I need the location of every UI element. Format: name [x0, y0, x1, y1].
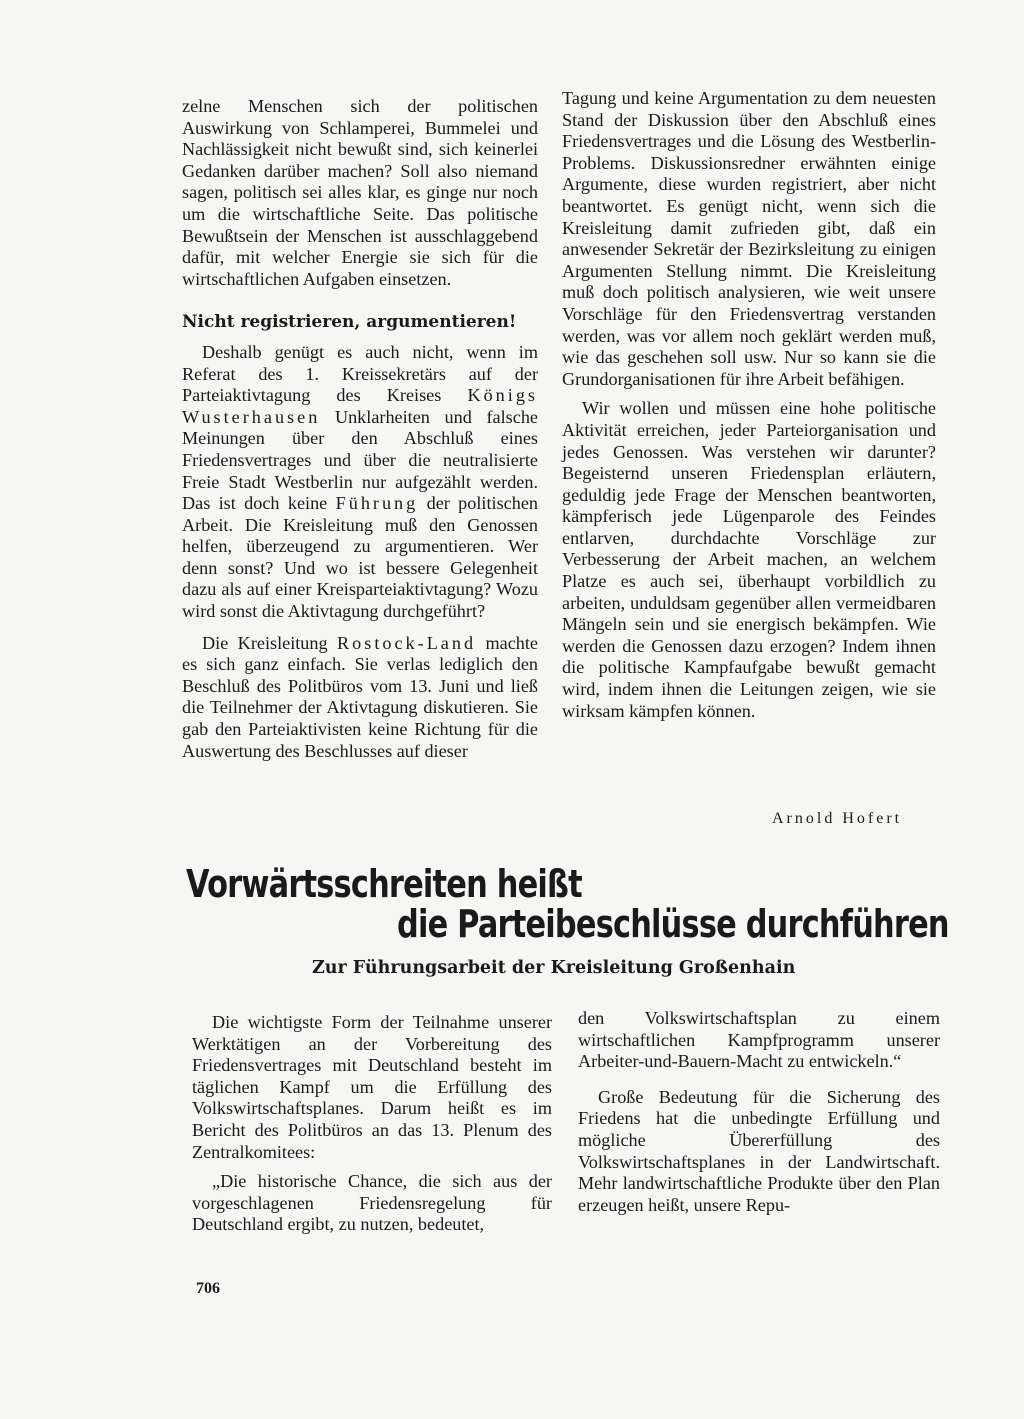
article2-right-para2: Große Bedeutung für die Sicherung des Friedens hat die unbedingte Erfüllung und mögliche Übererfüllung des Volkswirtschaftsplanes in der Landwirtschaft. Mehr landwirtschaftliche Produkte über den Plan erzeugen heißt, unsere Repu-: [578, 1086, 940, 1215]
article2-right-para1: den Volkswirtschaftsplan zu einem wirtschaftlichen Kampfprogramm unserer Arbeiter-und-Bauern-Macht zu entwickeln.“: [578, 1008, 940, 1072]
article1-left-para1: zelne Menschen sich der politischen Auswirkung von Schlamperei, Bummelei und Nachlässigkeit nicht bewußt sind, sich keinerlei Gedanken darüber machen? Soll also niemand sagen, politisch sei alles klar, es ginge nur noch um die wirtschaftliche Seite. Das politische Bewußtsein der Menschen ist ausschlaggebend dafür, mit welcher Energie sie sich für die wirtschaftlichen Aufgaben einsetzen.: [182, 96, 538, 289]
place-name-koenigs-wusterhausen: Königs Wusterhausen: [182, 385, 538, 427]
para3-text-b: machte es sich ganz einfach. Sie verlas lediglich den Beschluß des Politbüros vom 13. Juni und ließ die Teilnehmer der Aktivtagung diskutieren. Sie gab den Parteiaktivisten keine Richtung für die Auswertung des Beschlusses auf dieser: [182, 632, 538, 761]
article1-left-column: [182, 96, 538, 762]
page-number: 706: [196, 1280, 220, 1297]
para2-text-a: Deshalb genügt es auch nicht, wenn im Referat des 1. Kreissekretärs auf der Parteiaktivtagung des Kreises: [182, 341, 538, 406]
article1-subheading: Nicht registrieren, argumentieren!: [182, 312, 517, 333]
article1-left-para2: [182, 342, 538, 623]
article1-right-column: [562, 88, 936, 722]
article2-right-column: [578, 1008, 940, 1216]
para3-text-a: Die Kreisleitung: [202, 632, 338, 653]
author-signature: Arnold Hofert: [772, 810, 903, 827]
emphasis-fuehrung: Führung: [335, 493, 419, 514]
article2-left-column: [192, 1012, 552, 1236]
article1-right-para2: Wir wollen und müssen eine hohe politische Aktivität erreichen, jeder Parteiorganisation und jedes Genossen. Was verstehen wir darunter? Begeisternd unseren Friedensplan erläutern, geduldig jede Frage der Menschen beantworten, kämpferisch jede Lügenparole des Feindes entlarven, durchdachte Vorschläge zur Verbesserung der Arbeit machen, an welchem Platze es auch sei, überhaupt vorbildlich zu arbeiten, unduldsam gegenüber allen vermeidbaren Mängeln sein und sie energisch bekämpfen. Wie werden die Genossen dazu erzogen? Indem ihnen die politische Kampfaufgabe bewußt gemacht wird, indem ihnen die Leitungen zeigen, wie sie wirksam kämpfen können.: [562, 398, 936, 721]
article2-subtitle: Zur Führungsarbeit der Kreisleitung Großenhain: [312, 958, 796, 978]
para2-text-c: der politischen Arbeit. Die Kreisleitung muß den Genossen helfen, überzeugend zu argumentieren. Wer denn sonst? Und wo ist bessere Gelegenheit dazu als auf einer Kreisparteiaktivtagung? Wozu wird sonst die Aktivtagung durchgeführt?: [182, 493, 538, 622]
article2-left-para2: „Die historische Chance, die sich aus der vorgeschlagenen Friedensregelung für Deutschland ergibt, zu nutzen, bedeutet,: [192, 1171, 552, 1235]
article1-left-para3: [182, 633, 538, 763]
place-name-rostock-land: Rostock-Land: [337, 632, 477, 653]
article2-title-line2: die Parteibeschlüsse durchführen: [397, 902, 949, 946]
article2-title-line1: Vorwärtsschreiten heißt: [186, 862, 582, 906]
article1-right-para1: Tagung und keine Argumentation zu dem neuesten Stand der Diskussion über den Abschluß eines Friedensvertrages und die Lösung des Westberlin-Problems. Diskussionsredner erwähnten einige Argumente, diese wurden registriert, aber nicht beantwortet. Es genügt nicht, wenn sich die Kreisleitung damit zufrieden gibt, daß ein anwesender Sekretär der Bezirksleitung zu einigen Argumenten Stellung nimmt. Die Kreisleitung muß doch politisch analysieren, wie weit unsere Vorschläge für den Friedensvertrag verstanden werden, was vor allem noch geklärt werden muß, wie das geschehen soll usw. Nur so kann sie die Grundorganisationen für ihre Arbeit befähigen.: [562, 88, 936, 389]
para2-text-b: Unklarheiten und falsche Meinungen über den Abschluß eines Friedensvertrages und über die neutralisierte Freie Stadt Westberlin nur aufgezählt werden. Das ist doch keine: [182, 406, 538, 514]
article2-left-para1: Die wichtigste Form der Teilnahme unserer Werktätigen an der Vorbereitung des Friedensvertrages mit Deutschland besteht im täglichen Kampf um die Erfüllung des Volkswirtschaftsplanes. Darum heißt es im Bericht des Politbüros an das 13. Plenum des Zentralkomitees:: [192, 1012, 552, 1162]
